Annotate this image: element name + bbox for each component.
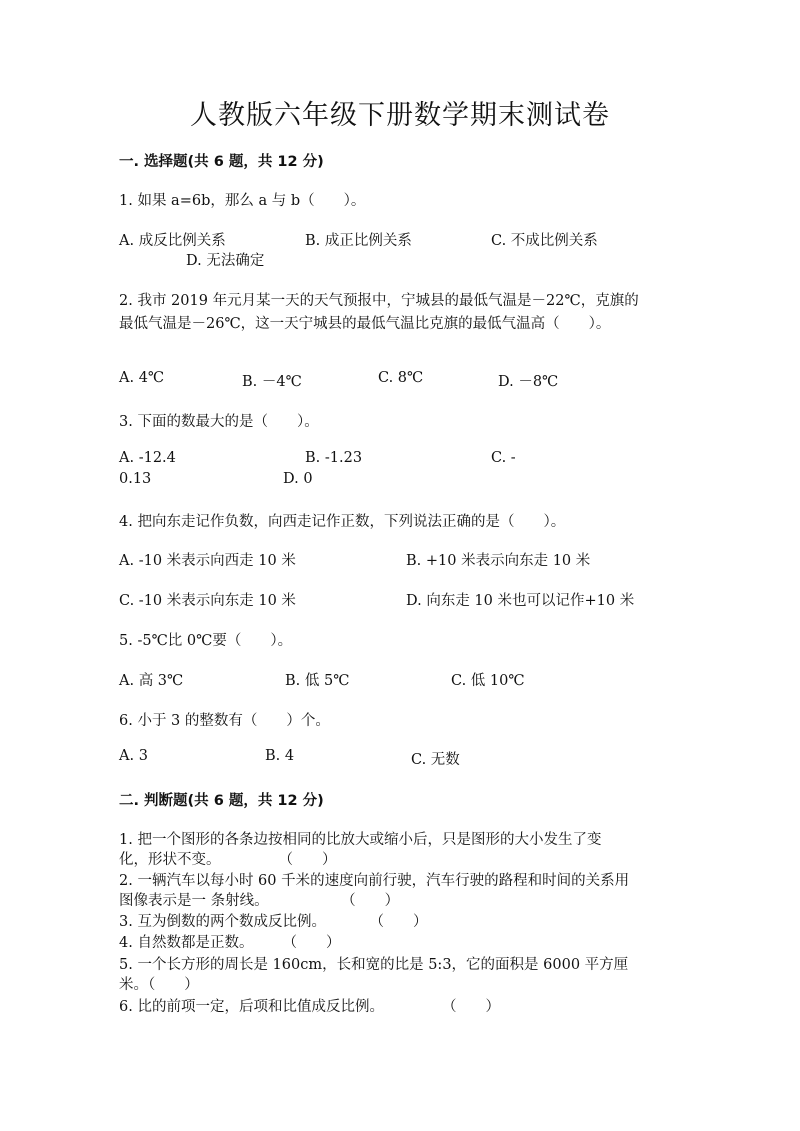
section-heading-judgement: 二. 判断题(共 6 题，共 12 分) <box>119 793 324 809</box>
judgement-line: 5. 一个长方形的周长是 160cm，长和宽的比是 5:3，它的面积是 6000 平方厘 <box>119 957 629 973</box>
q3-option-b: B. -1.23 <box>305 450 363 466</box>
q2-option-c: C. 8℃ <box>378 370 424 386</box>
q3-option-a: A. -12.4 <box>119 450 176 466</box>
q4-option-c: C. -10 米表示向东走 10 米 <box>119 593 296 609</box>
q6-option-c: C. 无数 <box>411 752 460 768</box>
q2-option-a: A. 4℃ <box>119 370 165 386</box>
q1-option-b: B. 成正比例关系 <box>305 233 412 249</box>
question-4: 4. 把向东走记作负数，向西走记作正数，下列说法正确的是（ ）。 <box>119 514 566 530</box>
page-title: 人教版六年级下册数学期末测试卷 <box>190 100 610 131</box>
q5-option-a: A. 高 3℃ <box>119 673 184 689</box>
q2-option-b: B. －4℃ <box>242 374 302 390</box>
judgement-line: 图像表示是一 条射线。 （ ） <box>119 893 400 909</box>
q3-option-c-cont: 0.13 <box>119 471 152 487</box>
judgement-line: 化，形状不变。 （ ） <box>119 852 337 868</box>
q6-option-a: A. 3 <box>119 748 148 764</box>
question-2-line-1: 2. 我市 2019 年元月某一天的天气预报中，宁城县的最低气温是－22℃，克旗的 <box>119 293 639 309</box>
q2-option-d: D. －8℃ <box>498 374 559 390</box>
question-2-line-2: 最低气温是－26℃，这一天宁城县的最低气温比克旗的最低气温高（ ）。 <box>119 316 611 332</box>
q3-option-c: C. - <box>491 450 516 466</box>
question-1: 1. 如果 a=6b，那么 a 与 b（ ）。 <box>119 193 366 209</box>
q6-option-b: B. 4 <box>265 748 295 764</box>
q4-option-a: A. -10 米表示向西走 10 米 <box>119 553 296 569</box>
judgement-line: 6. 比的前项一定，后项和比值成反比例。 （ ） <box>119 999 500 1015</box>
q4-option-d: D. 向东走 10 米也可以记作+10 米 <box>406 593 635 609</box>
question-3: 3. 下面的数最大的是（ ）。 <box>119 414 319 430</box>
judgement-line: 米。（ ） <box>119 977 199 993</box>
q1-option-c: C. 不成比例关系 <box>491 233 598 249</box>
q1-option-a: A. 成反比例关系 <box>119 233 226 249</box>
question-5: 5. -5℃比 0℃要（ ）。 <box>119 633 293 649</box>
judgement-line: 3. 互为倒数的两个数成反比例。 （ ） <box>119 914 428 930</box>
q5-option-c: C. 低 10℃ <box>451 673 525 689</box>
q5-option-b: B. 低 5℃ <box>285 673 350 689</box>
q4-option-b: B. +10 米表示向东走 10 米 <box>406 553 591 569</box>
judgement-line: 2. 一辆汽车以每小时 60 千米的速度向前行驶，汽车行驶的路程和时间的关系用 <box>119 873 630 889</box>
q3-option-d: D. 0 <box>283 471 313 487</box>
question-6: 6. 小于 3 的整数有（ ）个。 <box>119 713 330 729</box>
judgement-line: 1. 把一个图形的各条边按相同的比放大或缩小后，只是图形的大小发生了变 <box>119 832 602 848</box>
section-heading-choice: 一. 选择题(共 6 题，共 12 分) <box>119 154 324 170</box>
q1-option-d: D. 无法确定 <box>186 253 265 269</box>
judgement-line: 4. 自然数都是正数。 （ ） <box>119 935 341 951</box>
